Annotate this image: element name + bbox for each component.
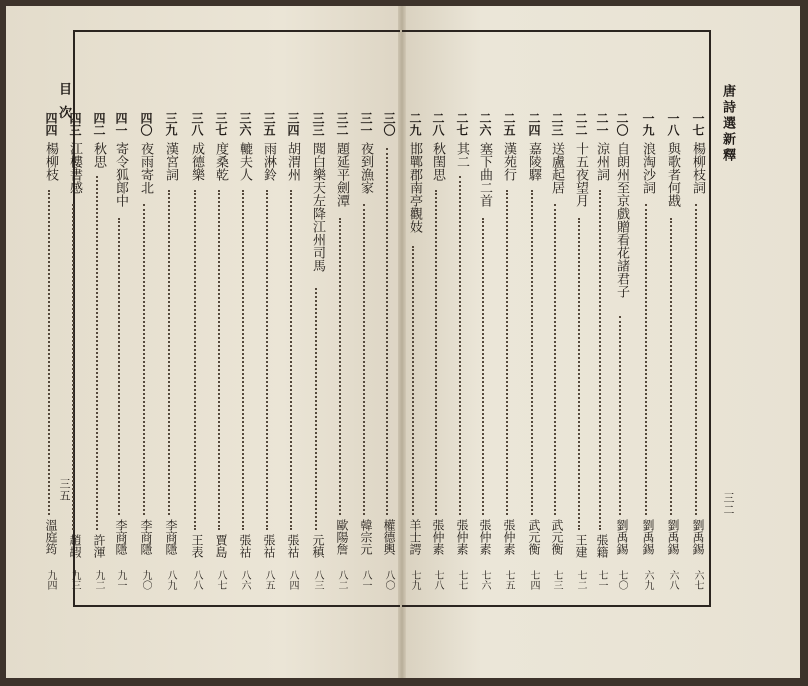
entry-number: 四三 — [68, 112, 82, 136]
list-item — [637, 112, 657, 598]
list-item — [110, 112, 130, 598]
entry-title: 度桑乾 — [213, 142, 228, 181]
list-item — [307, 112, 327, 598]
entry-title: 其二 — [454, 142, 469, 168]
entry-page-number: 八九 — [165, 570, 176, 590]
entry-number: 一八 — [666, 112, 680, 136]
entry-page-number: 七〇 — [616, 570, 627, 590]
entry-number: 三四 — [286, 112, 300, 136]
entry-title: 漢苑行 — [501, 142, 516, 181]
leader-dots — [386, 148, 390, 515]
leader-dots — [48, 190, 52, 515]
entry-page-number: 七七 — [456, 570, 467, 590]
list-item — [451, 112, 471, 598]
leader-dots — [619, 316, 623, 515]
entry-number: 三二 — [335, 112, 349, 136]
entry-number: 一九 — [641, 112, 655, 136]
entry-page-number: 八八 — [191, 570, 202, 590]
entry-title: 聞白樂天左降江州司馬 — [310, 142, 325, 272]
entry-author: 武元衡 — [550, 519, 564, 555]
entry-title: 楊柳枝 — [43, 142, 58, 181]
leader-dots — [482, 218, 486, 515]
list-item — [210, 112, 230, 598]
entry-number: 二一 — [595, 112, 609, 136]
leader-dots — [118, 218, 122, 515]
leader-dots — [194, 190, 198, 530]
entry-author: 劉禹錫 — [615, 519, 629, 555]
leader-dots — [339, 218, 343, 515]
list-item — [160, 112, 180, 598]
list-item — [570, 112, 590, 598]
entry-author: 張籍 — [595, 534, 609, 558]
entry-author: 張祜 — [262, 534, 276, 558]
entry-number: 二三 — [550, 112, 564, 136]
entry-title: 與歌者何戡 — [665, 142, 680, 207]
entry-number: 四四 — [44, 112, 58, 136]
entry-page-number: 七四 — [528, 570, 539, 590]
entry-number: 二〇 — [615, 112, 629, 136]
list-item — [64, 112, 84, 598]
list-item — [186, 112, 206, 598]
entry-author: 歐陽詹 — [335, 519, 349, 555]
entry-author: 趙嘏 — [68, 534, 82, 558]
list-item — [474, 112, 494, 598]
entry-number: 三六 — [238, 112, 252, 136]
entry-page-number: 七二 — [575, 570, 586, 590]
entry-number: 二六 — [478, 112, 492, 136]
leader-dots — [290, 190, 294, 530]
entry-number: 三三 — [311, 112, 325, 136]
right-running-head: 唐詩選新釋 — [720, 84, 735, 164]
entry-title: 邯鄲郡南亭觀妓 — [407, 142, 422, 233]
entry-number: 三九 — [164, 112, 178, 136]
list-item — [427, 112, 447, 598]
entry-author: 賈島 — [214, 534, 228, 558]
entry-page-number: 九一 — [115, 570, 126, 590]
entry-page-number: 六七 — [692, 570, 703, 590]
list-item — [687, 112, 707, 598]
entry-author: 元稹 — [311, 534, 325, 558]
entry-author: 劉禹錫 — [691, 519, 705, 555]
entry-page-number: 八七 — [215, 570, 226, 590]
entry-author: 王建 — [574, 534, 588, 558]
leader-dots — [506, 190, 510, 515]
leader-dots — [412, 246, 416, 515]
entry-author: 溫庭筠 — [44, 519, 58, 555]
leader-dots — [168, 190, 172, 515]
entry-page-number: 七一 — [596, 570, 607, 590]
entry-title: 漢宮詞 — [163, 142, 178, 181]
entry-page-number: 八三 — [312, 570, 323, 590]
entry-title: 塞下曲二首 — [477, 142, 492, 207]
entry-title: 夜雨寄北 — [138, 142, 153, 194]
entry-author: 王表 — [190, 534, 204, 558]
list-item — [404, 112, 424, 598]
entry-title: 夜到漁家 — [358, 142, 373, 194]
list-item — [498, 112, 518, 598]
list-item — [135, 112, 155, 598]
entry-number: 三七 — [214, 112, 228, 136]
entry-title: 自朗州至京戲贈看花諸君子 — [614, 142, 629, 298]
entry-page-number: 八二 — [336, 570, 347, 590]
entry-number: 二五 — [502, 112, 516, 136]
leader-dots — [363, 204, 367, 515]
entry-number: 三一 — [359, 112, 373, 136]
entry-page-number: 九四 — [45, 570, 56, 590]
entry-number: 一七 — [691, 112, 705, 136]
entry-number: 四一 — [114, 112, 128, 136]
entry-author: 張祜 — [238, 534, 252, 558]
entry-author: 張仲素 — [502, 519, 516, 555]
entry-page-number: 七五 — [503, 570, 514, 590]
list-item — [591, 112, 611, 598]
list-item — [88, 112, 108, 598]
list-item — [234, 112, 254, 598]
entry-title: 楊柳枝詞 — [690, 142, 705, 194]
entry-number: 二七 — [455, 112, 469, 136]
list-item — [662, 112, 682, 598]
leader-dots — [435, 190, 439, 515]
entry-title: 秋閨思 — [430, 142, 445, 181]
entry-author: 張仲素 — [478, 519, 492, 555]
entry-author: 張仲素 — [455, 519, 469, 555]
entry-title: 寄令狐郎中 — [113, 142, 128, 207]
entry-page-number: 八〇 — [383, 570, 394, 590]
list-item — [546, 112, 566, 598]
entry-page-number: 七三 — [551, 570, 562, 590]
entry-author: 張祜 — [286, 534, 300, 558]
entry-number: 二九 — [408, 112, 422, 136]
leader-dots — [695, 204, 699, 515]
leader-dots — [670, 218, 674, 515]
entry-author: 韓宗元 — [359, 519, 373, 555]
entry-number: 二四 — [527, 112, 541, 136]
entry-page-number: 八四 — [287, 570, 298, 590]
left-running-head: 目 次 — [56, 82, 71, 122]
leader-dots — [531, 190, 535, 515]
leader-dots — [459, 176, 463, 515]
leader-dots — [218, 190, 222, 530]
right-page-number: 三二 — [722, 492, 735, 516]
list-item — [523, 112, 543, 598]
entry-number: 三五 — [262, 112, 276, 136]
list-item — [611, 112, 631, 598]
entry-title: 雨淋鈴 — [261, 142, 276, 181]
entry-page-number: 六九 — [642, 570, 653, 590]
entry-number: 二二 — [574, 112, 588, 136]
entry-title: 浪淘沙詞 — [640, 142, 655, 194]
entry-author: 李商隱 — [114, 519, 128, 555]
entry-page-number: 八五 — [263, 570, 274, 590]
entry-title: 嘉陵驛 — [526, 142, 541, 181]
entry-number: 四二 — [92, 112, 106, 136]
entry-author: 李商隱 — [164, 519, 178, 555]
entry-title: 胡渭州 — [285, 142, 300, 181]
entry-title: 轆夫人 — [237, 142, 252, 181]
entry-number: 四〇 — [139, 112, 153, 136]
entry-number: 二八 — [431, 112, 445, 136]
entry-author: 劉禹錫 — [641, 519, 655, 555]
entry-page-number: 八一 — [360, 570, 371, 590]
leader-dots — [645, 204, 649, 515]
entry-author: 許渾 — [92, 534, 106, 558]
entry-title: 江樓書感 — [67, 142, 82, 194]
entry-number: 三八 — [190, 112, 204, 136]
entry-page-number: 八六 — [239, 570, 250, 590]
leader-dots — [554, 204, 558, 515]
left-page-number: 三五 — [58, 478, 71, 502]
entry-page-number: 九三 — [69, 570, 80, 590]
entry-author: 李商隱 — [139, 519, 153, 555]
entry-number: 三〇 — [382, 112, 396, 136]
entry-page-number: 九〇 — [140, 570, 151, 590]
leader-dots — [315, 288, 319, 530]
list-item — [331, 112, 351, 598]
leader-dots — [72, 204, 76, 530]
entry-title: 涼州詞 — [594, 142, 609, 181]
leader-dots — [143, 204, 147, 515]
entry-author: 張仲素 — [431, 519, 445, 555]
entry-author: 羊士諤 — [408, 519, 422, 555]
leader-dots — [242, 190, 246, 530]
entry-title: 秋思 — [91, 142, 106, 168]
list-item — [378, 112, 398, 598]
entry-page-number: 七九 — [409, 570, 420, 590]
list-item — [282, 112, 302, 598]
entry-title: 題延平劍潭 — [334, 142, 349, 207]
entry-title: 成德樂 — [189, 142, 204, 181]
entry-author: 權德輿 — [382, 519, 396, 555]
entry-title: 十五夜望月 — [573, 142, 588, 207]
leader-dots — [96, 176, 100, 530]
entry-page-number: 九二 — [93, 570, 104, 590]
entry-author: 劉禹錫 — [666, 519, 680, 555]
entry-author: 武元衡 — [527, 519, 541, 555]
leader-dots — [578, 218, 582, 530]
entry-page-number: 七六 — [479, 570, 490, 590]
list-item — [355, 112, 375, 598]
entry-page-number: 六八 — [667, 570, 678, 590]
entry-page-number: 七八 — [432, 570, 443, 590]
list-item — [258, 112, 278, 598]
list-item — [40, 112, 60, 598]
entry-title: 送盧起居 — [549, 142, 564, 194]
leader-dots — [599, 190, 603, 530]
leader-dots — [266, 190, 270, 530]
